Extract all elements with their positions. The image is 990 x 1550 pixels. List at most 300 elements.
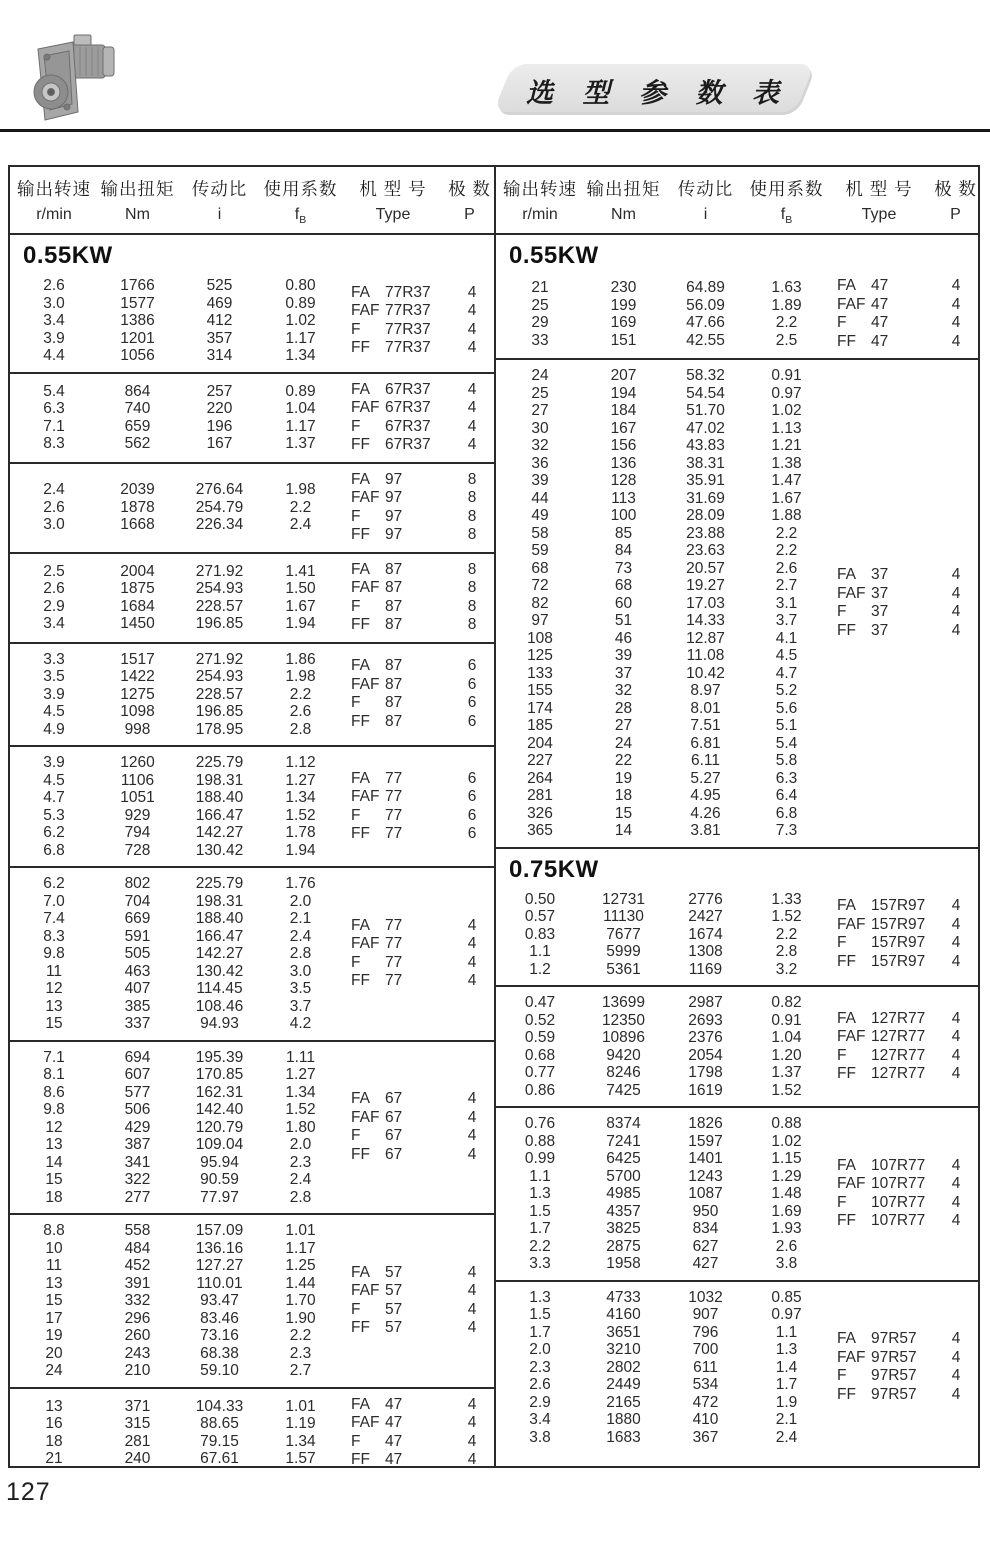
column-unit: Nm (611, 206, 636, 223)
value-cell: 1.93 (771, 1220, 802, 1238)
type-prefix: FA (837, 277, 856, 295)
value-cell: 1.04 (285, 400, 316, 418)
speed-torque-grid (10, 651, 339, 739)
column-label: 输出转速 (17, 179, 91, 199)
pole-count: 4 (951, 603, 961, 621)
type-prefix: FA (351, 470, 370, 488)
type-row (339, 770, 494, 789)
type-row (339, 807, 494, 826)
value-cell: 130.42 (195, 962, 244, 980)
type-size: 67R37 (385, 436, 431, 454)
value-cell: 2.2 (289, 498, 312, 516)
type-row (339, 972, 494, 991)
value-cell: 5.4 (775, 734, 798, 752)
value-cell: 0.99 (524, 1150, 556, 1168)
type-prefix: FAF (351, 1282, 380, 1300)
value-cell: 1.27 (285, 771, 316, 789)
gear-ratio-block (496, 1106, 978, 1280)
value-cell: 2.4 (775, 1428, 798, 1446)
value-cell: 1.29 (771, 1167, 802, 1185)
value-cell: 185 (527, 717, 553, 735)
type-prefix: FF (351, 436, 370, 454)
type-prefix: F (351, 417, 361, 435)
type-size: 67 (385, 1145, 403, 1163)
value-cell: 1032 (688, 1288, 723, 1306)
value-cell: 15 (614, 804, 633, 822)
gear-ratio-block (496, 358, 978, 847)
value-cell: 8246 (606, 1064, 641, 1082)
type-size: 107R77 (871, 1175, 926, 1193)
type-row (339, 302, 494, 321)
type-prefix: FAF (351, 1108, 380, 1126)
value-cell: 1.21 (771, 437, 802, 455)
pole-count: 4 (951, 621, 961, 639)
header-cell (496, 176, 584, 226)
column-label: 机 型 号 (845, 179, 913, 199)
value-cell: 3.3 (529, 1255, 551, 1273)
column-header (496, 167, 978, 235)
type-prefix: F (351, 507, 361, 525)
value-cell: 10896 (601, 1029, 646, 1047)
value-cell: 794 (124, 824, 151, 842)
value-cell: 228.57 (195, 685, 244, 703)
type-prefix: FA (837, 897, 856, 915)
type-size: 87 (385, 712, 403, 730)
power-rating-label: 0.55KW (509, 242, 599, 270)
pole-count: 4 (951, 1156, 961, 1174)
value-cell: 1.7 (529, 1220, 551, 1238)
type-prefix: FA (837, 1156, 856, 1174)
value-cell: 199 (610, 296, 637, 314)
type-row (339, 1451, 494, 1468)
type-list (339, 1396, 494, 1468)
type-size: 67 (385, 1090, 403, 1108)
type-row (339, 1282, 494, 1301)
value-cell: 1.76 (285, 875, 316, 893)
type-row (339, 616, 494, 635)
pole-count: 6 (467, 712, 477, 730)
pole-count: 4 (951, 1212, 961, 1230)
pole-count: 6 (467, 675, 477, 693)
value-cell: 225.79 (195, 754, 244, 772)
value-cell: 1201 (120, 329, 155, 347)
type-row (339, 713, 494, 732)
type-prefix: FF (351, 1451, 370, 1468)
value-cell: 326 (527, 804, 553, 822)
type-size: 47 (385, 1395, 403, 1413)
value-cell: 51.70 (686, 402, 725, 420)
header-cell (177, 176, 262, 226)
header-rule (0, 129, 990, 132)
value-cell: 412 (206, 312, 233, 330)
type-prefix: F (351, 1432, 361, 1450)
type-prefix: FAF (351, 675, 380, 693)
type-prefix: FA (351, 1395, 370, 1413)
value-cell: 155 (527, 682, 553, 700)
value-cell: 67.61 (200, 1450, 239, 1468)
value-cell: 7.1 (43, 417, 65, 435)
value-cell: 6.11 (690, 752, 721, 770)
type-size: 47 (871, 314, 889, 332)
value-cell: 950 (692, 1202, 719, 1220)
value-cell: 151 (610, 331, 637, 349)
value-cell: 1.02 (771, 402, 802, 420)
type-size: 57 (385, 1282, 403, 1300)
pole-count: 4 (951, 1367, 961, 1385)
gear-ratio-block (10, 1040, 494, 1214)
value-cell: 6.8 (775, 804, 798, 822)
type-row (339, 598, 494, 617)
value-cell: 607 (124, 1066, 151, 1084)
table-half-right (494, 167, 978, 1466)
type-size: 47 (871, 277, 889, 295)
value-cell: 1401 (688, 1150, 723, 1168)
value-cell: 5.8 (775, 752, 798, 770)
type-list (825, 1330, 978, 1404)
value-cell: 2.2 (775, 314, 798, 332)
type-size: 77 (385, 769, 403, 787)
value-cell: 3.0 (43, 294, 65, 312)
value-cell: 391 (124, 1274, 151, 1292)
type-prefix: FAF (351, 399, 380, 417)
value-cell: 28 (614, 699, 633, 717)
value-cell: 2.8 (289, 945, 312, 963)
type-size: 127R77 (871, 1009, 926, 1027)
value-cell: 472 (692, 1393, 719, 1411)
type-size: 37 (871, 621, 889, 639)
value-cell: 1.5 (529, 1306, 551, 1324)
value-cell: 230 (610, 279, 637, 297)
value-cell: 1450 (120, 615, 155, 633)
value-cell: 32 (531, 437, 549, 455)
value-cell: 1.1 (529, 943, 551, 961)
value-cell: 2.3 (529, 1358, 551, 1376)
value-cell: 6.4 (775, 787, 798, 805)
type-size: 57 (385, 1300, 403, 1318)
value-cell: 2693 (688, 1011, 723, 1029)
value-cell: 3.7 (775, 612, 798, 630)
value-cell: 0.85 (771, 1288, 802, 1306)
value-cell: 13 (45, 1136, 63, 1154)
pole-count: 4 (467, 1127, 477, 1145)
value-cell: 276.64 (195, 481, 244, 499)
value-cell: 73 (614, 559, 633, 577)
type-size: 127R77 (871, 1046, 926, 1064)
value-cell: 1.01 (285, 1397, 316, 1415)
value-cell: 1674 (688, 925, 723, 943)
speed-torque-grid (10, 277, 339, 365)
value-cell: 429 (124, 1118, 151, 1136)
type-row (339, 1396, 494, 1415)
pole-count: 8 (467, 560, 477, 578)
type-prefix: F (351, 320, 361, 338)
value-cell: 114.45 (196, 980, 243, 998)
pole-count: 8 (467, 616, 477, 634)
type-prefix: FA (837, 566, 856, 584)
value-cell: 1.2 (529, 960, 551, 978)
type-row (825, 953, 978, 972)
type-row (339, 1414, 494, 1433)
value-cell: 558 (124, 1222, 151, 1240)
type-size: 97R57 (871, 1367, 917, 1385)
value-cell: 4.95 (690, 787, 721, 805)
value-cell: 3.0 (43, 516, 65, 534)
value-cell: 1.50 (285, 580, 316, 598)
value-cell: 12731 (601, 890, 646, 908)
value-cell: 12 (45, 1118, 63, 1136)
value-cell: 108 (527, 629, 553, 647)
pole-count: 4 (951, 897, 961, 915)
value-cell: 2.0 (289, 892, 312, 910)
value-cell: 1.17 (285, 1239, 316, 1257)
column-unit: i (217, 206, 222, 223)
type-row (825, 566, 978, 585)
type-prefix: F (351, 597, 361, 615)
value-cell: 5.6 (775, 699, 798, 717)
type-prefix: F (351, 953, 361, 971)
value-cell: 2.6 (775, 559, 798, 577)
value-cell: 525 (206, 277, 233, 295)
pole-count: 6 (467, 694, 477, 712)
type-list (339, 471, 494, 545)
value-cell: 4.9 (43, 720, 65, 738)
type-size: 77 (385, 788, 403, 806)
type-size: 157R97 (871, 952, 926, 970)
value-cell: 64.89 (686, 279, 725, 297)
value-cell: 6.3 (775, 769, 798, 787)
value-cell: 15 (45, 1292, 63, 1310)
value-cell: 2.6 (775, 1237, 798, 1255)
value-cell: 195.39 (195, 1048, 244, 1066)
type-size: 67R37 (385, 417, 431, 435)
value-cell: 30 (531, 419, 549, 437)
value-cell: 1.41 (285, 562, 316, 580)
value-cell: 7241 (606, 1132, 641, 1150)
header-cell (339, 176, 447, 226)
type-prefix: F (351, 694, 361, 712)
value-cell: 2.2 (529, 1237, 551, 1255)
pole-count: 8 (467, 579, 477, 597)
type-row (339, 381, 494, 400)
value-cell: 11130 (603, 908, 644, 926)
type-list (339, 561, 494, 635)
value-cell: 24 (614, 734, 633, 752)
value-cell: 56.09 (686, 296, 725, 314)
type-size: 77R37 (385, 302, 431, 320)
value-cell: 142.40 (195, 1101, 244, 1119)
value-cell: 18 (45, 1432, 63, 1450)
gear-ratio-block (10, 372, 494, 462)
type-size: 97 (385, 489, 403, 507)
value-cell: 5.27 (690, 769, 721, 787)
value-cell: 0.91 (771, 367, 802, 385)
gear-motor-photo (24, 32, 120, 128)
type-prefix: FF (351, 1145, 370, 1163)
type-prefix: FF (837, 1212, 856, 1230)
column-label: 传动比 (191, 179, 248, 199)
value-cell: 1.98 (285, 668, 316, 686)
value-cell: 796 (692, 1323, 719, 1341)
value-cell: 156 (610, 437, 637, 455)
type-row (339, 1433, 494, 1452)
type-size: 157R97 (871, 915, 926, 933)
page-title: 选 型 参 数 表 (525, 78, 790, 108)
type-row (825, 1212, 978, 1231)
value-cell: 659 (124, 417, 151, 435)
value-cell: 19.27 (686, 577, 725, 595)
type-size: 77 (385, 935, 403, 953)
value-cell: 2.0 (289, 1136, 312, 1154)
value-cell: 4.5 (43, 703, 65, 721)
type-row (825, 333, 978, 352)
value-cell: 1.78 (285, 824, 316, 842)
pole-count: 4 (467, 1319, 477, 1337)
value-cell: 1684 (120, 597, 155, 615)
type-prefix: FA (351, 657, 370, 675)
speed-torque-grid (10, 1049, 339, 1207)
value-cell: 170.85 (195, 1066, 244, 1084)
type-prefix: F (351, 1127, 361, 1145)
value-cell: 17.03 (686, 594, 725, 612)
value-cell: 1.25 (285, 1257, 316, 1275)
value-cell: 32 (614, 682, 633, 700)
pole-count: 4 (467, 417, 477, 435)
pole-count: 8 (467, 489, 477, 507)
value-cell: 3210 (606, 1341, 641, 1359)
value-cell: 194 (610, 384, 637, 402)
value-cell: 38.31 (686, 454, 725, 472)
pole-count: 4 (467, 380, 477, 398)
type-row (339, 436, 494, 455)
value-cell: 2802 (606, 1358, 641, 1376)
value-cell: 1.69 (771, 1202, 802, 1220)
type-row (339, 418, 494, 437)
value-cell: 6.8 (43, 841, 65, 859)
type-row (339, 1264, 494, 1283)
value-cell: 5999 (606, 943, 641, 961)
type-row (825, 1349, 978, 1368)
value-cell: 10 (45, 1239, 63, 1257)
gear-ratio-block (10, 745, 494, 866)
type-size: 97R57 (871, 1348, 917, 1366)
value-cell: 4.7 (43, 789, 65, 807)
type-list (825, 897, 978, 971)
column-unit: Type (375, 206, 411, 223)
value-cell: 7425 (606, 1081, 641, 1099)
value-cell: 1260 (120, 754, 155, 772)
value-cell: 1.48 (771, 1185, 802, 1203)
type-size: 77 (385, 825, 403, 843)
type-prefix: FAF (837, 1348, 866, 1366)
value-cell: 3.9 (43, 329, 65, 347)
value-cell: 1386 (120, 312, 155, 330)
value-cell: 7.3 (775, 822, 798, 840)
pole-count: 6 (467, 825, 477, 843)
type-size: 97 (385, 526, 403, 544)
pole-count: 4 (467, 1414, 477, 1432)
value-cell: 1.67 (771, 489, 802, 507)
value-cell: 1.33 (771, 890, 802, 908)
column-unit: r/min (36, 206, 72, 223)
value-cell: 8.6 (43, 1083, 65, 1101)
header-cell (447, 176, 492, 226)
pole-count: 4 (467, 972, 477, 990)
value-cell: 12 (45, 980, 63, 998)
type-list (339, 1090, 494, 1164)
value-cell: 271.92 (195, 562, 244, 580)
value-cell: 47.66 (686, 314, 725, 332)
value-cell: 1.94 (285, 841, 316, 859)
value-cell: 196.85 (195, 615, 244, 633)
type-list (825, 277, 978, 351)
value-cell: 2039 (120, 481, 155, 499)
column-unit: r/min (522, 206, 558, 223)
type-prefix: FA (351, 769, 370, 787)
value-cell: 19 (45, 1327, 63, 1345)
pole-count: 4 (467, 302, 477, 320)
value-cell: 2.9 (529, 1393, 551, 1411)
value-cell: 315 (124, 1415, 151, 1433)
pole-count: 8 (467, 526, 477, 544)
type-prefix: FF (837, 1385, 856, 1403)
value-cell: 85 (614, 524, 633, 542)
type-prefix: FAF (351, 788, 380, 806)
value-cell: 1.80 (285, 1118, 316, 1136)
type-row (339, 489, 494, 508)
value-cell: 39 (614, 647, 633, 665)
value-cell: 130.42 (195, 841, 244, 859)
type-size: 87 (385, 657, 403, 675)
value-cell: 12350 (601, 1011, 646, 1029)
type-size: 87 (385, 597, 403, 615)
value-cell: 0.83 (524, 925, 556, 943)
value-cell: 1875 (120, 580, 155, 598)
type-size: 47 (871, 295, 889, 313)
value-cell: 1.90 (285, 1309, 316, 1327)
value-cell: 1.20 (771, 1046, 802, 1064)
type-list (339, 917, 494, 991)
value-cell: 188.40 (195, 910, 244, 928)
power-section (496, 847, 978, 1454)
type-prefix: FF (837, 1065, 856, 1083)
value-cell: 864 (124, 382, 151, 400)
column-label: 极 数 (934, 179, 977, 199)
value-cell: 1051 (120, 789, 155, 807)
type-size: 77R37 (385, 283, 431, 301)
value-cell: 1.04 (771, 1029, 802, 1047)
value-cell: 452 (124, 1257, 151, 1275)
column-unit: P (950, 206, 961, 223)
type-row (339, 694, 494, 713)
value-cell: 136 (610, 454, 637, 472)
value-cell: 728 (124, 841, 151, 859)
type-prefix: F (837, 314, 847, 332)
value-cell: 1.34 (285, 347, 316, 365)
type-size: 127R77 (871, 1065, 926, 1083)
pole-count: 4 (467, 436, 477, 454)
value-cell: 13699 (601, 994, 646, 1012)
value-cell: 14 (45, 1153, 63, 1171)
value-cell: 9.8 (43, 945, 65, 963)
type-list (339, 1264, 494, 1338)
type-prefix: F (837, 1193, 847, 1211)
value-cell: 37 (614, 664, 633, 682)
value-cell: 998 (124, 720, 151, 738)
value-cell: 210 (124, 1362, 151, 1380)
value-cell: 367 (692, 1428, 719, 1446)
type-size: 87 (385, 675, 403, 693)
type-size: 97 (385, 470, 403, 488)
